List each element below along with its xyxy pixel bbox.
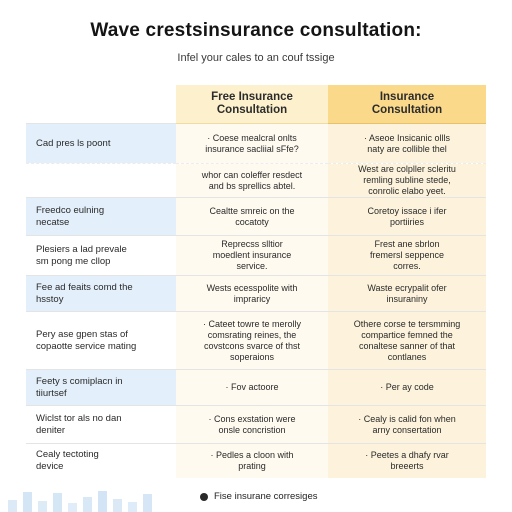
free-consultation-text: whor can coleffer resdect and bs sprellics abtel. — [201, 169, 303, 191]
header-insurance-consultation — [328, 85, 486, 124]
row-label: Feety s comiplacn in tiiurtsef — [36, 376, 123, 399]
table-row — [26, 164, 486, 198]
table-row — [26, 198, 486, 236]
free-consultation-cell — [176, 164, 328, 198]
header-free-consultation-label: Free Insurance Consultation — [211, 91, 293, 116]
free-consultation-cell — [176, 312, 328, 370]
insurance-consultation-text: · Per ay code — [380, 382, 434, 392]
table-row — [26, 236, 486, 276]
insurance-consultation-cell — [328, 370, 486, 406]
footer-bar — [8, 500, 17, 512]
footer-bar — [98, 491, 107, 512]
free-consultation-cell — [176, 276, 328, 312]
free-consultation-cell — [176, 444, 328, 478]
row-label: Wiclst tor als no dan deniter — [36, 413, 122, 436]
row-label: Freedco eulning necatse — [36, 205, 105, 228]
free-consultation-cell — [176, 406, 328, 444]
footer-bar — [128, 502, 137, 512]
insurance-consultation-text: Frest ane sbrlon fremersl seppence corres. — [369, 239, 445, 271]
free-consultation-cell — [176, 198, 328, 236]
free-consultation-cell — [176, 236, 328, 276]
insurance-consultation-cell — [328, 312, 486, 370]
free-consultation-text: · Fov actoore — [225, 382, 279, 392]
row-label-cell — [26, 236, 176, 276]
free-consultation-text: · Cateet towre te merolly comsrating reines, the covstcons svarce of thst soperaions — [202, 318, 302, 362]
table-row — [26, 276, 486, 312]
table-row — [26, 444, 486, 478]
free-consultation-text: · Cons exstation were onsle concristion — [208, 413, 296, 435]
row-label-cell — [26, 444, 176, 478]
footer-bar — [68, 503, 77, 512]
insurance-consultation-text: Othere corse te tersmming compartice femned the conaltese sanner of that contlanes — [353, 318, 461, 362]
insurance-consultation-text: · Cealy is calid fon when arny consertation — [358, 413, 456, 435]
table-row — [26, 312, 486, 370]
insurance-consultation-text: Coretoy issace i ifer portiiries — [367, 205, 447, 227]
row-label-cell — [26, 312, 176, 370]
footer-bar-strip — [8, 490, 158, 512]
insurance-consultation-cell — [328, 124, 486, 164]
row-label: Plesiers a lad prevale sm pong me cllop — [36, 244, 127, 267]
insurance-consultation-text: · Peetes a dhafy rvar breeerts — [365, 449, 449, 471]
insurance-consultation-text: · Aseoe Insicanic ollls naty are collible thel — [363, 132, 451, 154]
insurance-consultation-cell — [328, 164, 486, 198]
row-label: Pery ase gpen stas of copaotte service mating — [36, 329, 137, 352]
table-row — [26, 124, 486, 164]
legend-dot-icon — [200, 493, 208, 501]
insurance-consultation-text: West are colpller scleritu remling subline stede, conrolic elabo yeet. — [358, 164, 456, 196]
header-insurance-consultation-label: Insurance Consultation — [371, 91, 443, 116]
insurance-consultation-cell — [328, 444, 486, 478]
free-consultation-text: Cealtte smreic on the cocatoty — [209, 205, 295, 227]
footer-bar — [143, 494, 152, 512]
table-row — [26, 370, 486, 406]
free-consultation-cell — [176, 370, 328, 406]
free-consultation-text: · Coese mealcral onlts insurance sacliial sFfe? — [205, 132, 299, 154]
row-label-cell — [26, 124, 176, 164]
free-consultation-text: · Pedles a cloon with prating — [210, 449, 294, 471]
row-label: Cealy tectoting device — [36, 449, 99, 472]
row-label-cell — [26, 276, 176, 312]
row-label-cell — [26, 370, 176, 406]
legend-label: Fise insurane corresiges — [214, 491, 318, 502]
page-title: Wave crestsinsurance consultation: — [90, 20, 422, 41]
insurance-consultation-text: Waste ecrypalit ofer insuraniny — [367, 282, 447, 304]
table-header-row — [26, 85, 486, 124]
row-label-cell — [26, 164, 176, 198]
footer-bar — [83, 497, 92, 512]
row-label: Fee ad feaits comd the hsstoy — [36, 282, 133, 305]
footer-bar — [38, 501, 47, 512]
insurance-consultation-cell — [328, 406, 486, 444]
insurance-consultation-cell — [328, 236, 486, 276]
footer-bar — [23, 492, 32, 512]
page-subtitle: Infel your cales to an couf tssige — [177, 52, 335, 64]
footer-legend — [200, 491, 318, 502]
footer-bar — [53, 493, 62, 512]
insurance-consultation-cell — [328, 198, 486, 236]
row-label-cell — [26, 198, 176, 236]
footer — [0, 486, 512, 512]
header-free-consultation — [176, 85, 328, 124]
footer-bar — [113, 499, 122, 512]
comparison-table — [26, 85, 486, 478]
row-label: Cad pres ls poont — [36, 137, 111, 149]
row-label-cell — [26, 406, 176, 444]
table-body — [26, 124, 486, 478]
free-consultation-text: Wests ecesspolite with impraricy — [206, 282, 298, 304]
insurance-consultation-cell — [328, 276, 486, 312]
table-row — [26, 406, 486, 444]
free-consultation-cell — [176, 124, 328, 164]
header-empty-cell — [26, 85, 176, 124]
free-consultation-text: Reprecss slltior moedlent insurance service. — [212, 239, 292, 271]
